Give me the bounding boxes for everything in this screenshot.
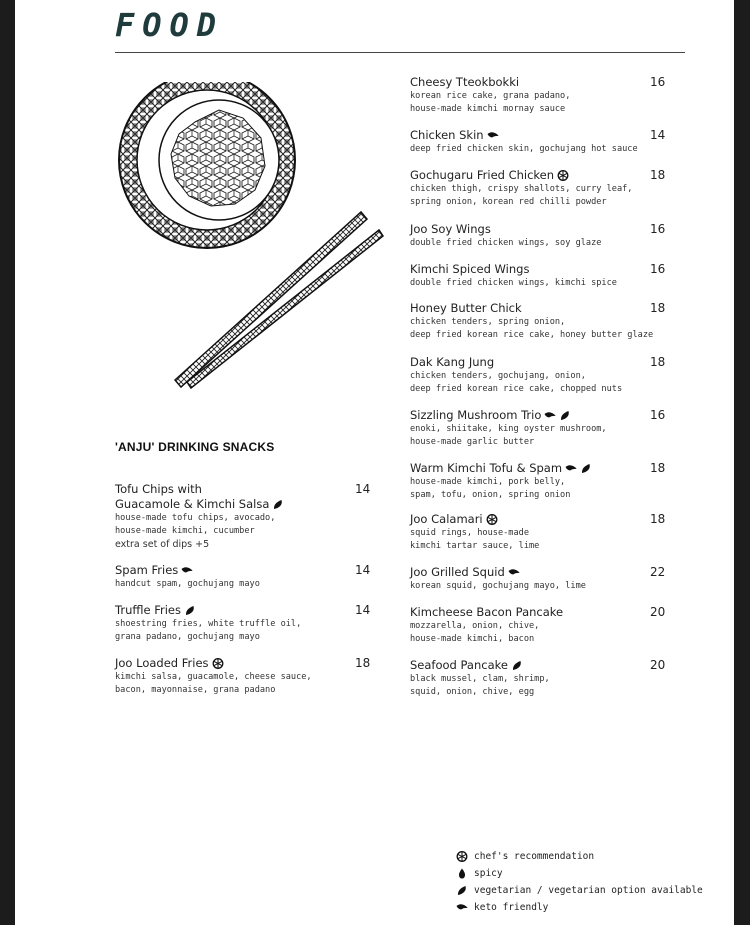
description-line: korean rice cake, grana padano,: [410, 91, 571, 101]
item-description: [410, 423, 607, 449]
description-line: kimchi tartar sauce, lime: [410, 541, 540, 551]
legend-row: [453, 865, 703, 882]
legend-row: [453, 848, 703, 865]
title-divider: [115, 52, 685, 53]
item-price: 18: [355, 656, 371, 670]
item-description: [410, 237, 601, 250]
description-line: house-made kimchi, pork belly,: [410, 477, 566, 487]
vegetarian-leaf-icon: [456, 885, 468, 896]
description-line: grana padano, gochujang mayo: [115, 632, 260, 642]
description-line: spring onion, korean red chilli powder: [410, 197, 607, 207]
menu-item: [410, 512, 539, 553]
description-line: chicken tenders, spring onion,: [410, 317, 566, 327]
anju-section-heading: 'ANJU' DRINKING SNACKS: [115, 440, 275, 454]
item-description: [410, 183, 632, 209]
description-line: mozzarella, onion, chive,: [410, 621, 540, 631]
item-description: [410, 277, 617, 290]
item-description: [410, 316, 653, 342]
menu-item: [410, 408, 607, 449]
description-line: double fried chicken wings, kimchi spice: [410, 278, 617, 288]
menu-item: [410, 301, 653, 342]
item-name: Joo Calamari: [410, 512, 539, 527]
legend-label: keto friendly: [474, 902, 549, 913]
item-name: Honey Butter Chick: [410, 301, 522, 315]
page-title: FOOD: [115, 6, 225, 44]
keto-friendly-icon: [544, 410, 556, 421]
menu-item: [410, 461, 592, 502]
item-description: [410, 620, 563, 646]
keto-friendly-icon: [508, 567, 520, 578]
legend-row: [453, 899, 703, 916]
menu-item: [410, 658, 550, 699]
chef-recommendation-icon: [486, 514, 498, 525]
item-price: 16: [650, 222, 666, 236]
item-description: [410, 143, 638, 156]
description-line: handcut spam, gochujang mayo: [115, 579, 260, 589]
item-price: 14: [650, 128, 666, 142]
menu-item: [115, 482, 284, 551]
description-line: house-made kimchi, cucumber: [115, 526, 255, 536]
vegetarian-leaf-icon: [559, 410, 571, 421]
item-price: 22: [650, 565, 666, 579]
item-price: 14: [355, 563, 371, 577]
item-name: Gochugaru Fried Chicken: [410, 168, 632, 183]
chef-recommendation-icon: [212, 658, 224, 669]
legend-label: chef's recommendation: [474, 851, 595, 862]
chef-recommendation-icon: [456, 851, 468, 862]
legend-row: [453, 882, 703, 899]
item-price: 14: [355, 482, 371, 496]
keto-friendly-icon: [487, 130, 499, 141]
legend-label: spicy: [474, 868, 503, 879]
item-name: Joo Grilled Squid: [410, 565, 586, 580]
menu-item: [410, 168, 632, 209]
menu-item: [410, 355, 622, 396]
item-extra: extra set of dips +5: [115, 539, 210, 550]
item-name: Spam Fries: [115, 563, 260, 578]
keto-friendly-icon: [456, 902, 468, 913]
icon-legend: [453, 848, 703, 916]
spicy-drop-icon: [456, 868, 468, 879]
item-price: 16: [650, 75, 666, 89]
vegetarian-leaf-icon: [272, 499, 284, 510]
vegetarian-leaf-icon: [511, 660, 523, 671]
menu-item: [410, 605, 563, 646]
item-description: [410, 673, 550, 699]
description-line: squid, onion, chive, egg: [410, 687, 535, 697]
item-description: [115, 671, 312, 697]
item-description: [410, 527, 539, 553]
description-line: house-made kimchi, bacon: [410, 634, 535, 644]
menu-item: [115, 563, 260, 591]
menu-item: [410, 565, 586, 593]
item-name: Tofu Chips with: [115, 482, 202, 496]
item-price: 18: [650, 512, 666, 526]
description-line: house-made garlic butter: [410, 437, 535, 447]
description-line: squid rings, house-made: [410, 528, 529, 538]
item-description: [410, 476, 592, 502]
item-price: 16: [650, 408, 666, 422]
item-price: 20: [650, 605, 666, 619]
description-line: chicken thigh, crispy shallots, curry leaf,: [410, 184, 633, 194]
menu-item: [410, 75, 570, 116]
description-line: house-made tofu chips, avocado,: [115, 513, 276, 523]
item-name: Truffle Fries: [115, 603, 301, 618]
description-line: deep fried chicken skin, gochujang hot sauce: [410, 144, 638, 154]
item-price: 20: [650, 658, 666, 672]
item-name: Sizzling Mushroom Trio: [410, 408, 607, 423]
vegetarian-leaf-icon: [580, 463, 592, 474]
menu-item: [410, 128, 638, 156]
menu-item: [115, 656, 312, 697]
description-line: black mussel, clam, shrimp,: [410, 674, 550, 684]
description-line: deep fried korean rice cake, chopped nuts: [410, 384, 623, 394]
chef-recommendation-icon: [557, 170, 569, 181]
item-name: Cheesy Tteokbokki: [410, 75, 520, 89]
item-name: Warm Kimchi Tofu & Spam: [410, 461, 592, 476]
item-name: Joo Soy Wings: [410, 222, 491, 236]
item-price: 18: [650, 168, 666, 182]
item-name: Kimchi Spiced Wings: [410, 262, 530, 276]
menu-item: [115, 603, 301, 644]
description-line: bacon, mayonnaise, grana padano: [115, 685, 276, 695]
menu-item: [410, 262, 617, 290]
description-line: enoki, shiitake, king oyster mushroom,: [410, 424, 607, 434]
description-line: double fried chicken wings, soy glaze: [410, 238, 602, 248]
item-description: [410, 580, 586, 593]
menu-item: [410, 222, 601, 250]
item-name: Joo Loaded Fries: [115, 656, 312, 671]
item-description: [410, 90, 570, 116]
description-line: kimchi salsa, guacamole, cheese sauce,: [115, 672, 312, 682]
keto-friendly-icon: [565, 463, 577, 474]
item-description: [115, 618, 301, 644]
description-line: korean squid, gochujang mayo, lime: [410, 581, 586, 591]
legend-label: vegetarian / vegetarian option available: [474, 885, 703, 896]
menu-page: [15, 0, 734, 925]
item-description: [115, 512, 284, 538]
item-description: [410, 370, 622, 396]
description-line: house-made kimchi mornay sauce: [410, 104, 566, 114]
vegetarian-leaf-icon: [184, 605, 196, 616]
item-name: Chicken Skin: [410, 128, 638, 143]
item-price: 14: [355, 603, 371, 617]
item-name: Seafood Pancake: [410, 658, 550, 673]
item-price: 18: [650, 461, 666, 475]
item-name: Kimcheese Bacon Pancake: [410, 605, 564, 619]
item-name: Dak Kang Jung: [410, 355, 495, 369]
description-line: shoestring fries, white truffle oil,: [115, 619, 302, 629]
plate-with-chopsticks-icon: [115, 82, 405, 392]
description-line: spam, tofu, onion, spring onion: [410, 490, 571, 500]
item-price: 18: [650, 355, 666, 369]
item-price: 18: [650, 301, 666, 315]
item-name-continued: Guacamole & Kimchi Salsa: [115, 497, 284, 512]
keto-friendly-icon: [181, 565, 193, 576]
item-description: [115, 578, 260, 591]
description-line: deep fried korean rice cake, honey butter glaze: [410, 330, 654, 340]
item-price: 16: [650, 262, 666, 276]
description-line: chicken tenders, gochujang, onion,: [410, 371, 586, 381]
